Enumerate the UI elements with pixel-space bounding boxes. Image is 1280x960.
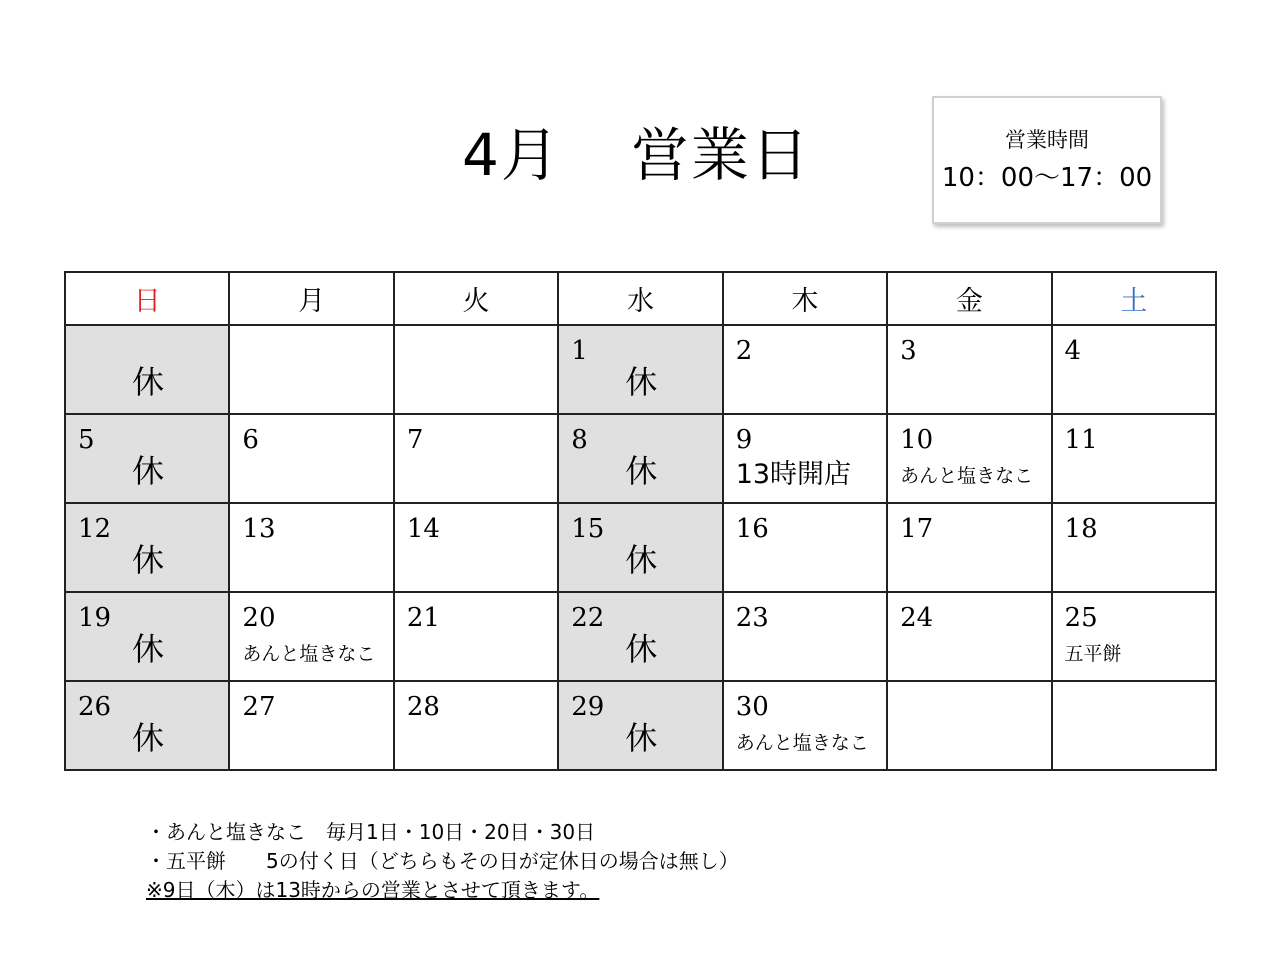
calendar-body [65, 325, 1216, 770]
calendar-day-cell [723, 592, 887, 681]
calendar-day-cell [1052, 592, 1216, 681]
day-number: 16 [735, 514, 769, 544]
day-number: 11 [1064, 425, 1098, 455]
day-number: 2 [735, 336, 753, 366]
calendar-day-cell [887, 325, 1051, 414]
day-number: 15 [571, 514, 605, 544]
calendar-day-cell [558, 503, 722, 592]
calendar-day-cell [65, 503, 229, 592]
closed-label: 休 [132, 363, 165, 401]
calendar-day-cell [394, 503, 558, 592]
title-month: 4月 [462, 121, 561, 189]
closed-label: 休 [132, 719, 165, 757]
day-note: 五平餅 [1064, 643, 1122, 665]
day-note: 13時開店 [735, 459, 852, 490]
day-number: 28 [406, 692, 440, 722]
calendar-day-cell [558, 325, 722, 414]
note-line: ※9日（木）は13時からの営業とさせて頂きます。 [146, 878, 600, 902]
closed-label: 休 [625, 630, 658, 668]
day-number: 20 [242, 603, 276, 633]
page-title [462, 121, 811, 189]
weekday-header-tue: 火 [394, 272, 558, 325]
calendar-day-cell [65, 681, 229, 770]
calendar-day-cell [887, 592, 1051, 681]
calendar-day-cell [394, 592, 558, 681]
day-note: あんと塩きなこ [242, 643, 376, 665]
weekday-header-fri: 金 [887, 272, 1051, 325]
day-number: 17 [900, 514, 934, 544]
calendar-week-row [65, 503, 1216, 592]
day-number: 5 [78, 425, 95, 455]
calendar-day-cell [1052, 414, 1216, 503]
calendar-day-cell [887, 503, 1051, 592]
calendar-day-cell [723, 503, 887, 592]
calendar-week-row [65, 681, 1216, 770]
day-number: 22 [571, 603, 605, 633]
day-number: 6 [242, 425, 259, 455]
day-number: 19 [78, 603, 112, 633]
day-number: 9 [735, 425, 753, 455]
business-hours-box [932, 96, 1162, 224]
calendar-day-cell [723, 325, 887, 414]
calendar-day-cell [229, 414, 393, 503]
day-number: 12 [78, 514, 112, 544]
title-label: 営業日 [630, 121, 811, 189]
calendar-week-row [65, 592, 1216, 681]
calendar-day-cell [887, 414, 1051, 503]
calendar-day-cell [1052, 503, 1216, 592]
calendar-day-cell [394, 681, 558, 770]
calendar-day-cell [65, 414, 229, 503]
calendar-day-cell [229, 325, 393, 414]
day-number: 26 [78, 692, 112, 722]
closed-label: 休 [625, 363, 658, 401]
closed-label: 休 [625, 452, 658, 490]
day-number: 14 [406, 514, 440, 544]
calendar-day-cell [229, 681, 393, 770]
calendar-day-cell [65, 325, 229, 414]
weekday-header-wed: 水 [558, 272, 722, 325]
day-note: あんと塩きなこ [900, 465, 1034, 487]
day-number: 13 [242, 514, 276, 544]
weekday-header-mon: 月 [229, 272, 393, 325]
calendar-day-cell [723, 414, 887, 503]
day-number: 1 [571, 336, 588, 366]
notes-section [146, 818, 739, 905]
closed-label: 休 [625, 719, 658, 757]
calendar-day-cell [1052, 325, 1216, 414]
calendar-week-row [65, 414, 1216, 503]
closed-label: 休 [132, 541, 165, 579]
note-line: ・五平餅 5の付く日（どちらもその日が定休日の場合は無し） [146, 849, 739, 873]
calendar-week-row [65, 325, 1216, 414]
day-number: 21 [406, 603, 440, 633]
weekday-header-sun: 日 [65, 272, 229, 325]
day-number: 24 [900, 603, 934, 633]
calendar-day-cell [887, 681, 1051, 770]
day-number: 10 [900, 425, 934, 455]
day-number: 7 [406, 425, 424, 455]
calendar-day-cell [1052, 681, 1216, 770]
day-number: 25 [1064, 603, 1098, 633]
note-line: ・あんと塩きなこ 毎月1日・10日・20日・30日 [146, 820, 596, 844]
day-number: 8 [571, 425, 588, 455]
day-number: 30 [735, 692, 769, 722]
day-number: 4 [1064, 336, 1082, 366]
calendar-day-cell [229, 592, 393, 681]
calendar-day-cell [558, 414, 722, 503]
day-number: 18 [1064, 514, 1098, 544]
day-number: 29 [571, 692, 605, 722]
calendar-day-cell [394, 325, 558, 414]
calendar-day-cell [65, 592, 229, 681]
weekday-header-thu: 木 [723, 272, 887, 325]
calendar-table [64, 271, 1217, 771]
calendar-day-cell [229, 503, 393, 592]
day-number: 27 [242, 692, 276, 722]
calendar-day-cell [394, 414, 558, 503]
closed-label: 休 [625, 541, 658, 579]
weekday-header-row [65, 272, 1216, 325]
calendar-day-cell [558, 592, 722, 681]
business-hours-label: 営業時間 [1005, 128, 1089, 152]
day-number: 23 [735, 603, 769, 633]
calendar-day-cell [723, 681, 887, 770]
closed-label: 休 [132, 630, 165, 668]
day-number: 3 [900, 336, 917, 366]
day-note: あんと塩きなこ [735, 732, 869, 754]
weekday-header-sat: 土 [1052, 272, 1216, 325]
business-hours-value: 10：00〜17：00 [941, 163, 1153, 193]
calendar-day-cell [558, 681, 722, 770]
closed-label: 休 [132, 452, 165, 490]
